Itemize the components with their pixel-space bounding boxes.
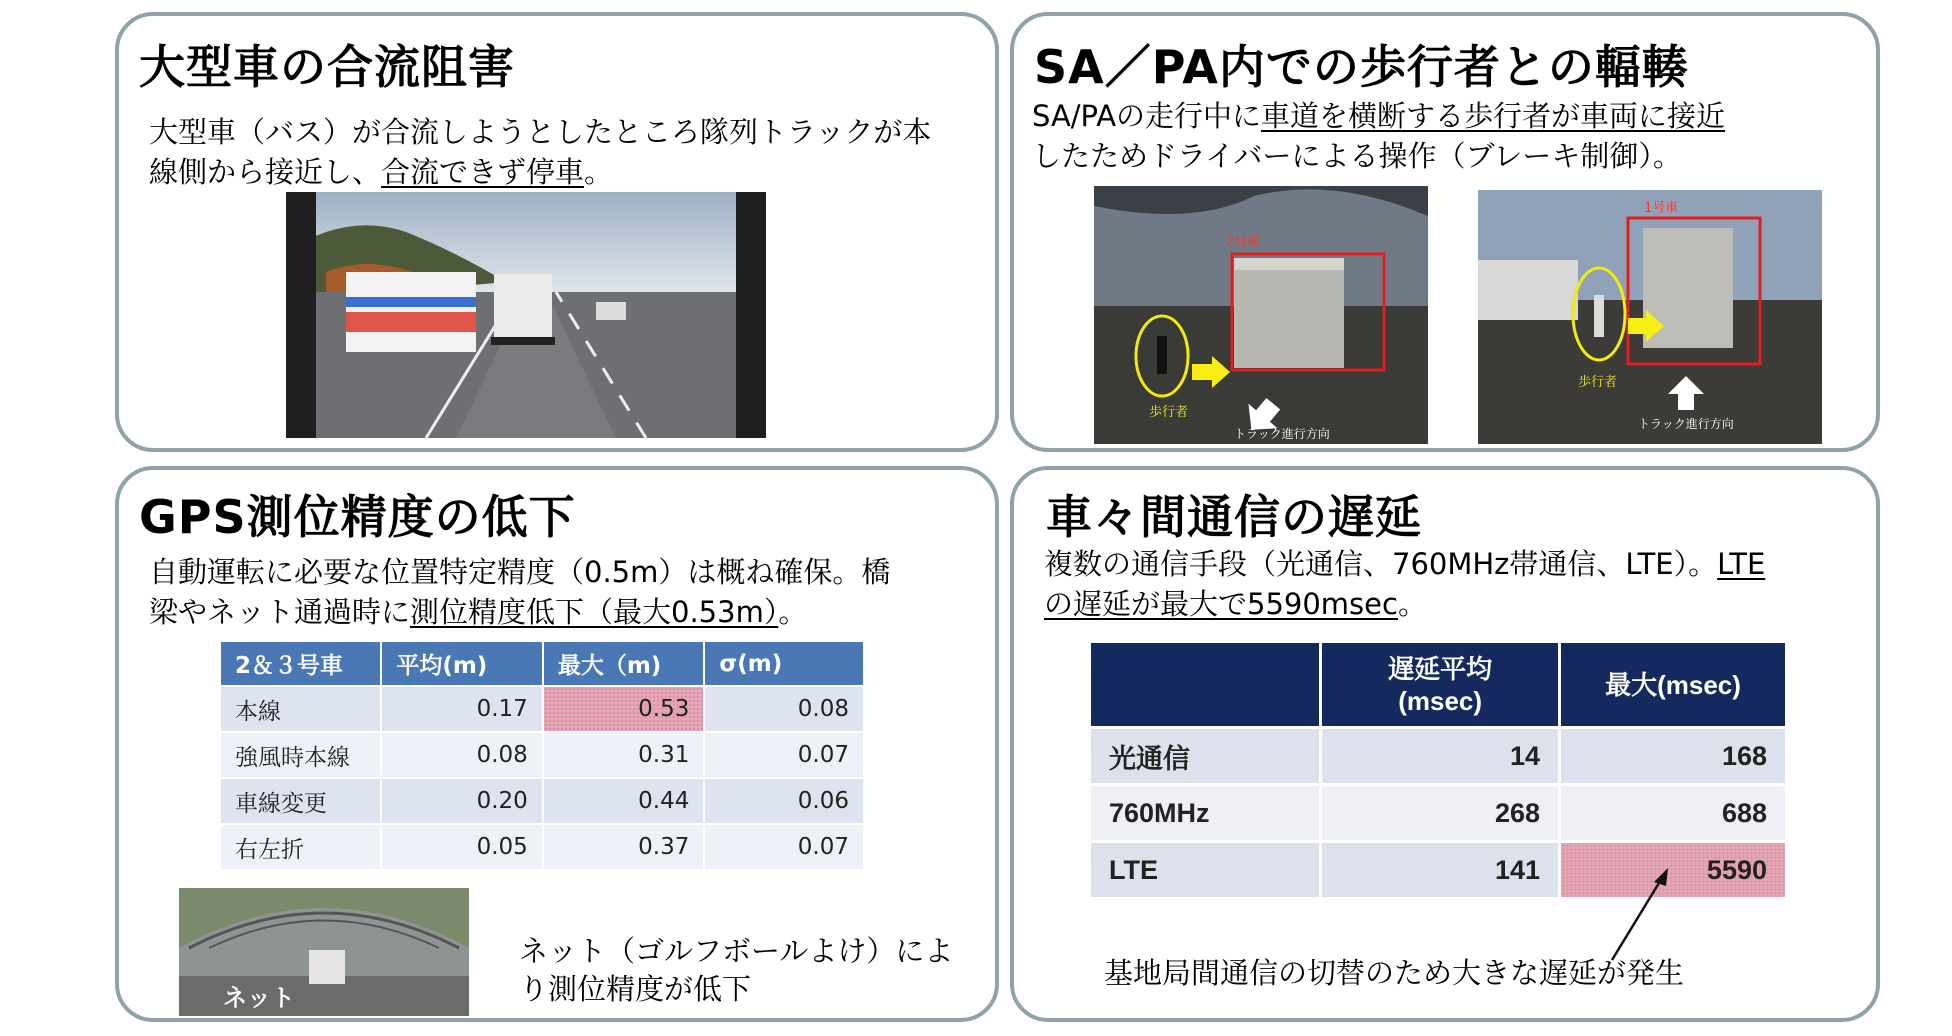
- table-row: [220, 732, 864, 778]
- table-cell: 強風時本線: [220, 732, 381, 778]
- dashcam-photo-bus-merge: [286, 192, 766, 438]
- photo-golf-net: [179, 888, 469, 1016]
- table-cell: 右左折: [220, 824, 381, 870]
- panel-truck-merge: [115, 12, 999, 452]
- panel-description-line2: したためドライバーによる操作（ブレーキ制御）。: [1032, 139, 1682, 173]
- table-cell: LTE: [1090, 842, 1321, 899]
- panel-description-line2: 線側から接近し、合流できず停車。: [149, 155, 614, 189]
- table-header: 2＆３号車: [220, 641, 381, 686]
- photo-caption-line2: り測位精度が低下: [519, 972, 752, 1006]
- table-row: [1090, 785, 1787, 842]
- photo-caption-line1: ネット（ゴルフボールよけ）によ: [519, 934, 954, 968]
- table-cell: 0.05: [381, 824, 543, 870]
- dashcam-photo-pedestrian-1: [1094, 186, 1428, 444]
- table-cell: 168: [1560, 728, 1787, 785]
- panel-description-line2: 梁やネット通過時に測位精度低下（最大0.53m）。: [149, 595, 808, 629]
- vehicle-box-label: 1号車: [1644, 201, 1679, 216]
- table-cell: 0.17: [381, 686, 543, 732]
- table-cell: 0.08: [704, 686, 864, 732]
- pedestrian-label: 歩行者: [1578, 375, 1618, 390]
- table-header: 最大（m): [543, 641, 705, 686]
- latency-note: 基地局間通信の切替のため大きな遅延が発生: [1104, 956, 1685, 990]
- table-header: 遅延平均 (msec): [1321, 642, 1560, 728]
- table-row: [220, 686, 864, 732]
- net-label: ネット: [223, 984, 295, 1012]
- table-cell: 0.08: [381, 732, 543, 778]
- direction-label: トラック進行方向: [1638, 417, 1734, 431]
- pedestrian-label: 歩行者: [1149, 405, 1189, 420]
- table-header-row: [220, 641, 864, 686]
- latency-table: [1088, 640, 1788, 900]
- dashcam-photo-pedestrian-2: [1478, 190, 1822, 444]
- table-cell: 760MHz: [1090, 785, 1321, 842]
- table-header: 最大(msec): [1560, 642, 1787, 728]
- panel-title: SA／PA内での歩行者との輻輳: [1034, 40, 1689, 94]
- table-header: [1090, 642, 1321, 728]
- table-header: 平均(m): [381, 641, 543, 686]
- table-cell: 141: [1321, 842, 1560, 899]
- gps-accuracy-table: [219, 640, 865, 871]
- table-cell: 本線: [220, 686, 381, 732]
- table-cell: 0.07: [704, 732, 864, 778]
- panel-description-line1: 複数の通信手段（光通信、760MHz帯通信、LTE）。LTE: [1044, 547, 1766, 581]
- panel-title: GPS測位精度の低下: [139, 490, 576, 544]
- vehicle-box-label: 2号車: [1226, 235, 1261, 250]
- table-header: σ(m): [704, 641, 864, 686]
- table-row: [1090, 728, 1787, 785]
- panel-gps-accuracy: [115, 466, 999, 1022]
- table-cell: 0.31: [543, 732, 705, 778]
- panel-pedestrian-conflict: [1010, 12, 1880, 452]
- panel-description-line1: SA/PAの走行中に車道を横断する歩行者が車両に接近: [1032, 99, 1726, 133]
- table-row: [220, 824, 864, 870]
- table-cell: 0.20: [381, 778, 543, 824]
- direction-label: トラック進行方向: [1234, 427, 1330, 441]
- table-cell: 0.37: [543, 824, 705, 870]
- table-cell-highlighted: 0.53: [543, 686, 705, 732]
- table-header-row: [1090, 642, 1787, 728]
- table-cell: 688: [1560, 785, 1787, 842]
- table-cell: 0.44: [543, 778, 705, 824]
- panel-description-line1: 自動運転に必要な位置特定精度（0.5m）は概ね確保。橋: [149, 555, 891, 589]
- table-cell: 0.06: [704, 778, 864, 824]
- table-cell: 268: [1321, 785, 1560, 842]
- panel-v2v-latency: [1010, 466, 1880, 1022]
- table-row: [220, 778, 864, 824]
- panel-title: 車々間通信の遅延: [1046, 490, 1422, 544]
- table-cell: 0.07: [704, 824, 864, 870]
- table-cell-highlighted: 5590: [1560, 842, 1787, 899]
- panel-description-line1: 大型車（バス）が合流しようとしたところ隊列トラックが本: [149, 115, 932, 149]
- panel-title: 大型車の合流阻害: [139, 40, 515, 94]
- table-cell: 光通信: [1090, 728, 1321, 785]
- table-cell: 車線変更: [220, 778, 381, 824]
- table-cell: 14: [1321, 728, 1560, 785]
- panel-description-line2: の遅延が最大で5590msec。: [1044, 587, 1427, 621]
